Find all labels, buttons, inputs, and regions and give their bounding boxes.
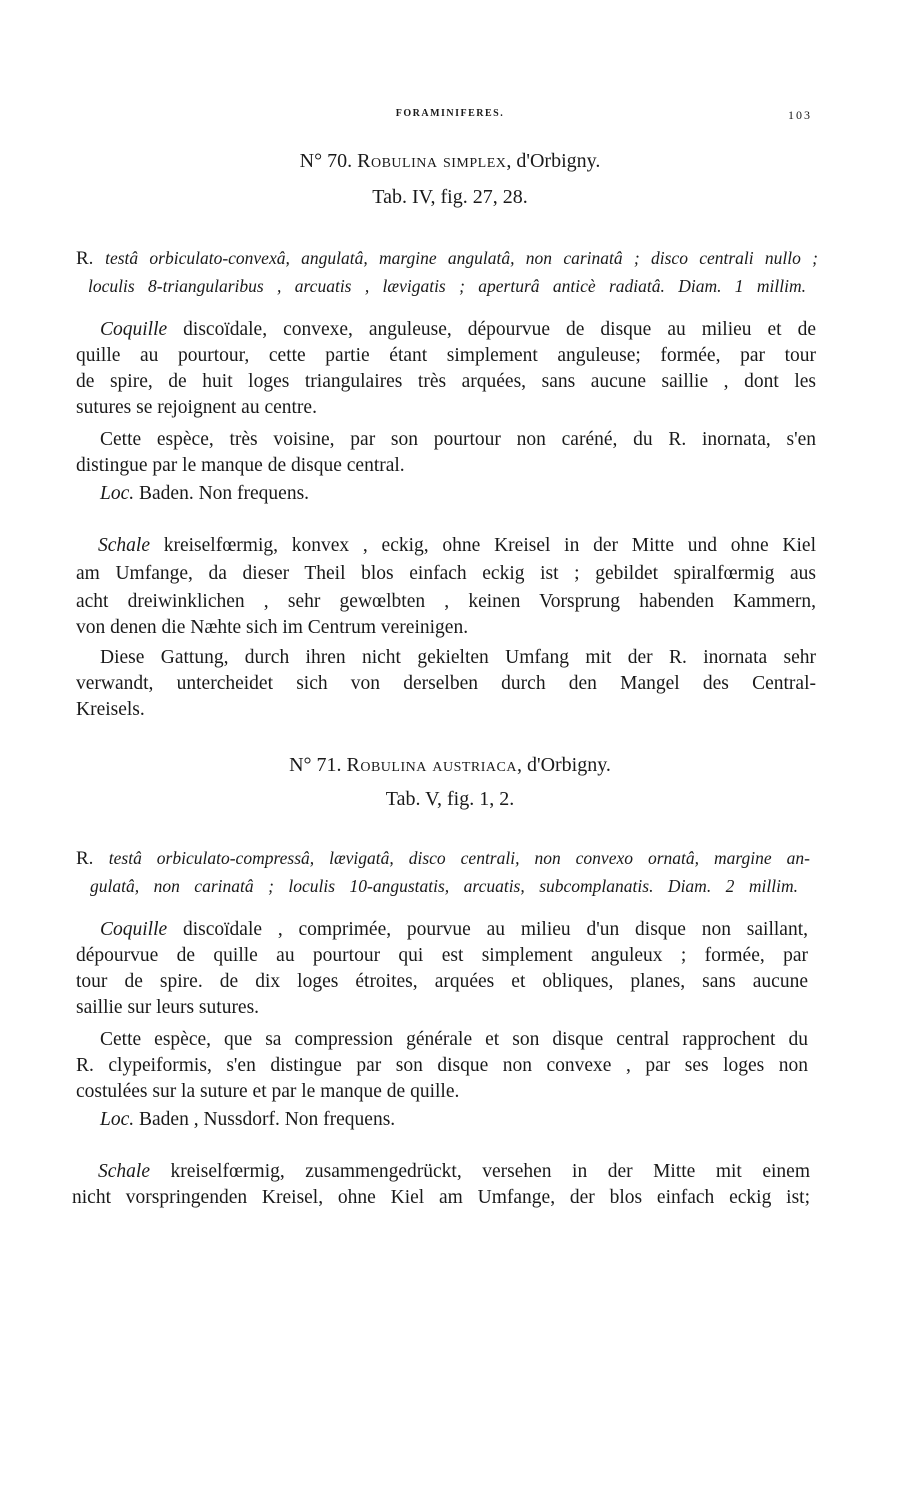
french-text-line: distingue par le manque de disque central. [76, 455, 405, 476]
species-heading [0, 754, 900, 777]
plate-reference: Tab. IV, fig. 27, 28. [372, 186, 528, 208]
french-text-line: Coquille discoïdale, convexe, anguleuse, dépourvue de disque au milieu et de [100, 319, 816, 340]
running-title: FORAMINIFERES. [395, 108, 505, 119]
page-number: 103 [788, 108, 812, 122]
german-text-line: acht dreiwinklichen , sehr gewœlbten , keinen Vorsprung habenden Kammern, [76, 591, 816, 612]
french-text-line: R. clypeiformis, s'en distingue par son disque non convexe , par ses loges non [76, 1055, 808, 1076]
species-heading [0, 150, 900, 173]
german-text-line: Schale kreiselfœrmig, konvex , eckig, ohne Kreisel in der Mitte und ohne Kiel [98, 535, 816, 556]
french-text-line: de spire, de huit loges triangulaires très arquées, sans aucune saillie , dont les [76, 371, 816, 392]
french-text-line: Cette espèce, que sa compression générale et son disque central rapprochent du [100, 1029, 808, 1050]
german-text-line: von denen die Næhte sich im Centrum vereinigen. [76, 617, 469, 638]
german-text-line: am Umfange, da dieser Theil blos einfach eckig ist ; gebildet spiralfœrmig aus [76, 563, 816, 584]
french-text-line: tour de spire. de dix loges étroites, arquées et obliques, planes, sans aucune [76, 971, 808, 992]
species-number: N° 70. [299, 150, 353, 172]
german-text-line: verwandt, untercheidet sich von derselben durch den Mangel des Central- [76, 673, 816, 694]
german-text-line: Schale kreiselfœrmig, zusammengedrückt, versehen in der Mitte mit einem [98, 1161, 810, 1182]
locality-line: Loc. Baden , Nussdorf. Non frequens. [100, 1109, 396, 1130]
german-text-line: nicht vorspringenden Kreisel, ohne Kiel am Umfange, der blos einfach eckig ist; [72, 1187, 810, 1208]
species-author: , d'Orbigny. [516, 754, 611, 776]
french-text-line: saillie sur leurs sutures. [76, 997, 260, 1018]
locality-line: Loc. Baden. Non frequens. [100, 483, 310, 504]
german-text-line: Kreisels. [76, 699, 145, 720]
latin-diagnosis-line: gulatâ, non carinatâ ; loculis 10-angustatis, arcuatis, subcomplanatis. Diam. 2 millim. [90, 876, 798, 896]
french-text-line: Coquille discoïdale , comprimée, pourvue au milieu d'un disque non saillant, [100, 919, 808, 940]
species-number: N° 71. [289, 754, 342, 776]
french-text-line: sutures se rejoignent au centre. [76, 397, 317, 418]
latin-diagnosis-line: loculis 8-triangularibus , arcuatis , lævigatis ; aperturâ anticè radiatâ. Diam. 1 millim. [88, 276, 806, 296]
species-genus: Robulina austriaca [346, 754, 517, 776]
french-text-line: quille au pourtour, cette partie étant simplement anguleuse; formée, par tour [76, 345, 816, 366]
french-text-line: dépourvue de quille au pourtour qui est simplement anguleux ; formée, par [76, 945, 808, 966]
latin-diagnosis-line: R. testâ orbiculato-compressâ, lævigatâ, disco centrali, non convexo ornatâ, margine an- [76, 848, 810, 869]
latin-diagnosis-line: R. testâ orbiculato-convexâ, angulatâ, margine angulatâ, non carinatâ ; disco centrali nullo ; [76, 248, 818, 269]
french-text-line: costulées sur la suture et par le manque de quille. [76, 1081, 460, 1102]
german-text-line: Diese Gattung, durch ihren nicht gekielten Umfang mit der R. inornata sehr [100, 647, 816, 668]
species-author: , d'Orbigny. [506, 150, 601, 172]
species-genus: Robulina simplex [357, 150, 507, 172]
plate-reference: Tab. V, fig. 1, 2. [385, 788, 515, 810]
french-text-line: Cette espèce, très voisine, par son pourtour non caréné, du R. inornata, s'en [100, 429, 816, 450]
